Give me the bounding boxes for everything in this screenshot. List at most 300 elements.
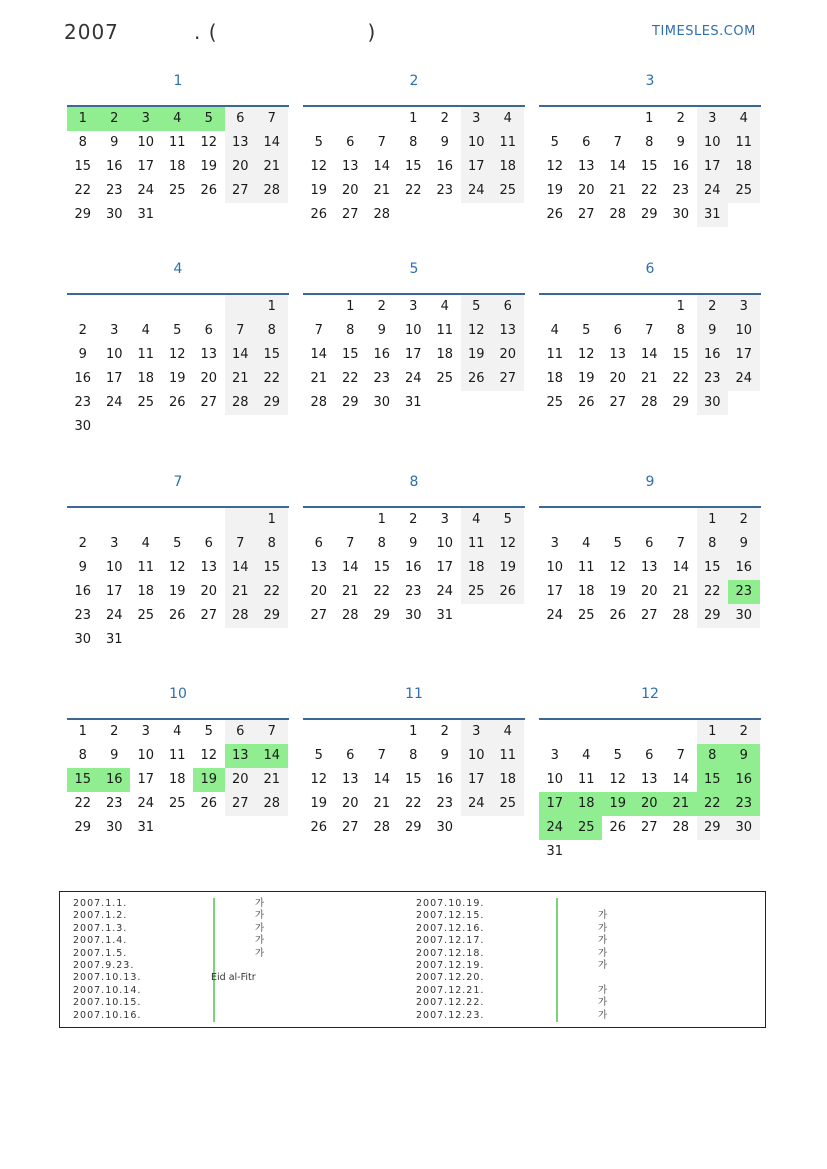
day-cell: 3 <box>141 724 150 739</box>
day-cell: 26 <box>168 395 186 410</box>
day-cell: 6 <box>613 323 622 338</box>
day-cell: 26 <box>310 820 328 835</box>
day-cell: 31 <box>137 207 155 222</box>
day-cell: 1 <box>256 508 288 532</box>
day-cell: 9 <box>697 319 729 343</box>
holiday-list <box>59 891 766 1028</box>
day-cell: 7 <box>314 323 323 338</box>
empty-cell <box>602 720 634 744</box>
day-cell: 19 <box>602 792 634 816</box>
month-10 <box>67 686 289 840</box>
day-cell: 17 <box>105 584 123 599</box>
day-cell: 22 <box>373 584 391 599</box>
holiday-name: 가 <box>255 922 265 934</box>
day-cell: 3 <box>409 299 418 314</box>
day-cell: 22 <box>697 580 729 604</box>
day-cell: 12 <box>168 560 186 575</box>
day-cell: 23 <box>436 183 454 198</box>
day-cell: 10 <box>105 347 123 362</box>
holiday-date: 2007.10.15. <box>73 997 142 1009</box>
month-2 <box>303 73 525 227</box>
day-cell: 23 <box>697 367 729 391</box>
day-cell: 29 <box>74 820 92 835</box>
holiday-date: 2007.12.15. <box>416 910 485 922</box>
day-cell: 23 <box>105 183 123 198</box>
holiday-date: 2007.10.14. <box>73 984 142 996</box>
holiday-bar <box>556 935 558 947</box>
day-cell: 3 <box>110 323 119 338</box>
day-grid <box>539 107 761 227</box>
day-cell: 21 <box>373 796 391 811</box>
day-cell: 8 <box>256 532 288 556</box>
month-3 <box>539 73 761 227</box>
day-cell: 16 <box>728 556 760 580</box>
day-cell: 13 <box>640 560 658 575</box>
holiday-bar <box>556 948 558 960</box>
day-cell: 15 <box>697 556 729 580</box>
month-title: 1 <box>173 73 183 89</box>
empty-cell <box>634 840 666 864</box>
day-cell: 11 <box>492 131 524 155</box>
empty-cell <box>225 816 257 840</box>
month-title: 6 <box>645 261 655 277</box>
day-cell: 16 <box>436 159 454 174</box>
day-cell: 8 <box>409 748 418 763</box>
day-cell: 30 <box>672 207 690 222</box>
day-cell: 23 <box>728 792 760 816</box>
day-cell: 3 <box>728 295 760 319</box>
day-cell: 18 <box>137 584 155 599</box>
day-cell: 5 <box>193 107 225 131</box>
day-cell: 30 <box>728 604 760 628</box>
empty-cell <box>130 415 162 439</box>
day-cell: 25 <box>492 792 524 816</box>
day-cell: 5 <box>582 323 591 338</box>
day-cell: 7 <box>256 720 288 744</box>
holiday-name: 가 <box>598 947 608 959</box>
empty-cell <box>728 203 760 227</box>
empty-cell <box>461 203 493 227</box>
empty-cell <box>303 720 335 744</box>
day-cell: 5 <box>461 295 493 319</box>
day-cell: 24 <box>546 608 564 623</box>
empty-cell <box>398 203 430 227</box>
day-cell: 10 <box>546 560 564 575</box>
empty-cell <box>539 720 571 744</box>
day-cell: 11 <box>168 748 186 763</box>
holiday-bar <box>213 985 215 997</box>
day-cell: 11 <box>577 560 595 575</box>
empty-cell <box>728 391 760 415</box>
day-cell: 1 <box>346 299 355 314</box>
day-cell: 11 <box>436 323 454 338</box>
empty-cell <box>335 508 367 532</box>
day-cell: 5 <box>613 536 622 551</box>
day-cell: 10 <box>697 131 729 155</box>
empty-cell <box>67 295 99 319</box>
holiday-bar <box>213 923 215 935</box>
month-title: 12 <box>641 686 659 702</box>
day-cell: 8 <box>346 323 355 338</box>
day-cell: 26 <box>310 207 328 222</box>
day-cell: 8 <box>697 744 729 768</box>
day-cell: 22 <box>256 367 288 391</box>
day-cell: 4 <box>582 536 591 551</box>
day-cell: 25 <box>168 796 186 811</box>
month-11 <box>303 686 525 840</box>
day-cell: 4 <box>173 724 182 739</box>
day-cell: 29 <box>672 395 690 410</box>
day-cell: 24 <box>436 584 454 599</box>
day-cell: 12 <box>310 772 328 787</box>
empty-cell <box>193 628 225 652</box>
holiday-name: 가 <box>598 922 608 934</box>
day-cell: 18 <box>436 347 454 362</box>
empty-cell <box>225 203 257 227</box>
day-cell: 30 <box>728 816 760 840</box>
day-cell: 20 <box>492 343 524 367</box>
empty-cell <box>99 415 131 439</box>
month-title: 4 <box>173 261 183 277</box>
day-cell: 10 <box>137 135 155 150</box>
day-cell: 19 <box>310 796 328 811</box>
day-cell: 29 <box>256 604 288 628</box>
empty-cell <box>130 295 162 319</box>
holiday-name: Eid al-Fitr <box>211 972 256 984</box>
day-cell: 25 <box>461 580 493 604</box>
day-cell: 17 <box>546 584 564 599</box>
day-cell: 7 <box>256 107 288 131</box>
day-cell: 14 <box>225 343 257 367</box>
holiday-bar <box>213 935 215 947</box>
day-cell: 2 <box>377 299 386 314</box>
day-cell: 29 <box>404 820 422 835</box>
page-title <box>64 20 376 44</box>
day-cell: 27 <box>200 608 218 623</box>
day-cell: 13 <box>200 560 218 575</box>
day-cell: 11 <box>728 131 760 155</box>
day-cell: 20 <box>225 155 257 179</box>
day-cell: 4 <box>440 299 449 314</box>
day-grid <box>303 295 525 415</box>
empty-cell <box>571 840 603 864</box>
day-cell: 26 <box>609 608 627 623</box>
day-cell: 22 <box>404 183 422 198</box>
day-cell: 28 <box>256 179 288 203</box>
day-cell: 4 <box>162 107 194 131</box>
day-cell: 20 <box>200 371 218 386</box>
day-cell: 23 <box>672 183 690 198</box>
empty-cell <box>602 840 634 864</box>
holiday-date: 2007.10.19. <box>416 898 485 909</box>
day-cell: 17 <box>461 155 493 179</box>
day-cell: 27 <box>341 820 359 835</box>
empty-cell <box>193 508 225 532</box>
day-cell: 10 <box>105 560 123 575</box>
day-cell: 18 <box>571 792 603 816</box>
day-cell: 23 <box>404 584 422 599</box>
day-cell: 1 <box>78 724 87 739</box>
day-cell: 12 <box>200 748 218 763</box>
day-cell: 6 <box>225 720 257 744</box>
day-cell: 21 <box>665 792 697 816</box>
day-grid <box>303 508 525 628</box>
day-cell: 14 <box>341 560 359 575</box>
empty-cell <box>256 816 288 840</box>
day-cell: 27 <box>640 820 658 835</box>
day-cell: 8 <box>645 135 654 150</box>
day-cell: 28 <box>341 608 359 623</box>
day-cell: 14 <box>672 772 690 787</box>
day-cell: 25 <box>168 183 186 198</box>
day-cell: 15 <box>697 768 729 792</box>
day-cell: 21 <box>609 183 627 198</box>
day-cell: 26 <box>609 820 627 835</box>
day-cell: 17 <box>728 343 760 367</box>
holiday-date: 2007.1.3. <box>73 922 128 934</box>
day-cell: 17 <box>697 155 729 179</box>
site-logo[interactable]: TIMESLES.COM <box>652 24 756 39</box>
month-title: 3 <box>645 73 655 89</box>
day-cell: 23 <box>74 395 92 410</box>
holiday-date: 2007.10.16. <box>73 1009 142 1021</box>
day-cell: 16 <box>74 371 92 386</box>
day-cell: 5 <box>314 135 323 150</box>
holiday-row <box>73 1010 403 1022</box>
empty-cell <box>665 840 697 864</box>
day-cell: 16 <box>697 343 729 367</box>
empty-cell <box>303 107 335 131</box>
day-cell: 9 <box>728 532 760 556</box>
day-cell: 13 <box>341 772 359 787</box>
day-cell: 11 <box>492 744 524 768</box>
month-title: 7 <box>173 474 183 490</box>
holiday-name: 가 <box>598 997 608 1009</box>
day-cell: 9 <box>676 135 685 150</box>
day-cell: 11 <box>168 135 186 150</box>
day-cell: 2 <box>440 111 449 126</box>
holiday-column-left <box>73 898 403 1022</box>
day-cell: 28 <box>310 395 328 410</box>
day-cell: 8 <box>78 135 87 150</box>
day-cell: 18 <box>168 772 186 787</box>
holiday-bar <box>556 910 558 922</box>
holiday-date: 2007.1.4. <box>73 935 128 947</box>
day-cell: 12 <box>577 347 595 362</box>
empty-cell <box>225 415 257 439</box>
day-cell: 5 <box>613 748 622 763</box>
day-cell: 11 <box>546 347 564 362</box>
holiday-bar <box>556 985 558 997</box>
day-cell: 10 <box>461 131 493 155</box>
day-cell: 28 <box>609 207 627 222</box>
day-cell: 12 <box>310 159 328 174</box>
empty-cell <box>571 295 603 319</box>
holiday-bar <box>213 1010 215 1022</box>
day-cell: 9 <box>440 135 449 150</box>
day-cell: 15 <box>256 343 288 367</box>
day-cell: 3 <box>461 107 493 131</box>
empty-cell <box>602 508 634 532</box>
day-grid <box>67 107 289 227</box>
empty-cell <box>634 720 666 744</box>
holiday-bar <box>556 997 558 1009</box>
empty-cell <box>366 720 398 744</box>
day-cell: 8 <box>78 748 87 763</box>
day-cell: 16 <box>404 560 422 575</box>
day-cell: 19 <box>577 371 595 386</box>
holiday-date: 2007.1.1. <box>73 898 128 909</box>
month-title: 9 <box>645 474 655 490</box>
day-cell: 28 <box>640 395 658 410</box>
holiday-name: 가 <box>598 935 608 947</box>
day-grid <box>539 508 761 628</box>
day-cell: 27 <box>640 608 658 623</box>
day-cell: 14 <box>225 556 257 580</box>
day-cell: 21 <box>373 183 391 198</box>
day-cell: 7 <box>377 748 386 763</box>
empty-cell <box>461 816 493 840</box>
year-label: 2007 <box>64 20 119 44</box>
day-cell: 17 <box>105 371 123 386</box>
day-cell: 12 <box>609 772 627 787</box>
day-cell: 5 <box>314 748 323 763</box>
day-cell: 3 <box>550 748 559 763</box>
day-cell: 6 <box>204 323 213 338</box>
day-cell: 7 <box>676 536 685 551</box>
holiday-date: 2007.1.2. <box>73 910 128 922</box>
day-cell: 18 <box>137 371 155 386</box>
day-cell: 13 <box>492 319 524 343</box>
day-cell: 4 <box>728 107 760 131</box>
holiday-row <box>416 923 746 935</box>
day-cell: 19 <box>546 183 564 198</box>
day-cell: 6 <box>645 748 654 763</box>
day-cell: 3 <box>550 536 559 551</box>
day-cell: 2 <box>99 107 131 131</box>
day-cell: 27 <box>577 207 595 222</box>
day-cell: 21 <box>341 584 359 599</box>
empty-cell <box>492 604 524 628</box>
day-cell: 7 <box>346 536 355 551</box>
day-cell: 19 <box>168 584 186 599</box>
month-title: 11 <box>405 686 423 702</box>
holiday-row <box>73 972 403 984</box>
day-cell: 15 <box>373 560 391 575</box>
day-cell: 2 <box>78 323 87 338</box>
day-cell: 5 <box>492 508 524 532</box>
empty-cell <box>193 203 225 227</box>
day-cell: 5 <box>173 323 182 338</box>
empty-cell <box>697 840 729 864</box>
empty-cell <box>429 391 461 415</box>
day-cell: 30 <box>74 632 92 647</box>
day-cell: 6 <box>492 295 524 319</box>
holiday-bar <box>213 898 215 910</box>
day-cell: 10 <box>461 744 493 768</box>
day-cell: 23 <box>373 371 391 386</box>
empty-cell <box>665 720 697 744</box>
day-cell: 3 <box>461 720 493 744</box>
day-cell: 13 <box>225 131 257 155</box>
holiday-row <box>73 923 403 935</box>
day-cell: 25 <box>137 395 155 410</box>
day-cell: 10 <box>436 536 454 551</box>
empty-cell <box>571 107 603 131</box>
day-cell: 24 <box>697 179 729 203</box>
empty-cell <box>162 816 194 840</box>
empty-cell <box>665 508 697 532</box>
day-cell: 27 <box>225 792 257 816</box>
day-cell: 4 <box>141 323 150 338</box>
holiday-date: 2007.12.23. <box>416 1009 485 1021</box>
empty-cell <box>256 628 288 652</box>
day-cell: 21 <box>256 768 288 792</box>
day-cell: 11 <box>137 347 155 362</box>
empty-cell <box>571 508 603 532</box>
day-grid <box>303 720 525 840</box>
day-grid <box>67 720 289 840</box>
day-cell: 30 <box>697 391 729 415</box>
day-cell: 24 <box>105 608 123 623</box>
empty-cell <box>461 604 493 628</box>
day-cell: 19 <box>492 556 524 580</box>
day-cell: 24 <box>137 183 155 198</box>
empty-cell <box>225 295 257 319</box>
month-7 <box>67 474 289 652</box>
day-cell: 23 <box>105 796 123 811</box>
holiday-date: 2007.12.18. <box>416 947 485 959</box>
day-cell: 8 <box>409 135 418 150</box>
empty-cell <box>539 295 571 319</box>
holiday-name: 가 <box>255 898 265 909</box>
day-cell: 31 <box>137 820 155 835</box>
day-cell: 13 <box>310 560 328 575</box>
day-cell: 18 <box>728 155 760 179</box>
day-cell: 20 <box>609 371 627 386</box>
holiday-name: 가 <box>598 1009 608 1021</box>
day-cell: 14 <box>256 744 288 768</box>
month-title: 5 <box>409 261 419 277</box>
day-cell: 26 <box>200 796 218 811</box>
day-cell: 9 <box>110 135 119 150</box>
empty-cell <box>99 295 131 319</box>
day-grid <box>539 720 761 864</box>
holiday-row <box>416 935 746 947</box>
holiday-row <box>416 948 746 960</box>
day-cell: 7 <box>613 135 622 150</box>
day-cell: 21 <box>640 371 658 386</box>
day-cell: 21 <box>256 155 288 179</box>
day-cell: 12 <box>546 159 564 174</box>
day-cell: 29 <box>256 391 288 415</box>
day-cell: 12 <box>168 347 186 362</box>
holiday-date: 2007.12.17. <box>416 935 485 947</box>
day-cell: 1 <box>409 111 418 126</box>
day-cell: 31 <box>697 203 729 227</box>
day-cell: 27 <box>609 395 627 410</box>
day-cell: 4 <box>550 323 559 338</box>
day-cell: 19 <box>609 584 627 599</box>
day-cell: 24 <box>404 371 422 386</box>
day-cell: 29 <box>697 816 729 840</box>
day-cell: 1 <box>676 299 685 314</box>
day-cell: 12 <box>609 560 627 575</box>
empty-cell <box>728 840 760 864</box>
day-cell: 16 <box>99 768 131 792</box>
day-cell: 14 <box>609 159 627 174</box>
day-cell: 27 <box>341 207 359 222</box>
